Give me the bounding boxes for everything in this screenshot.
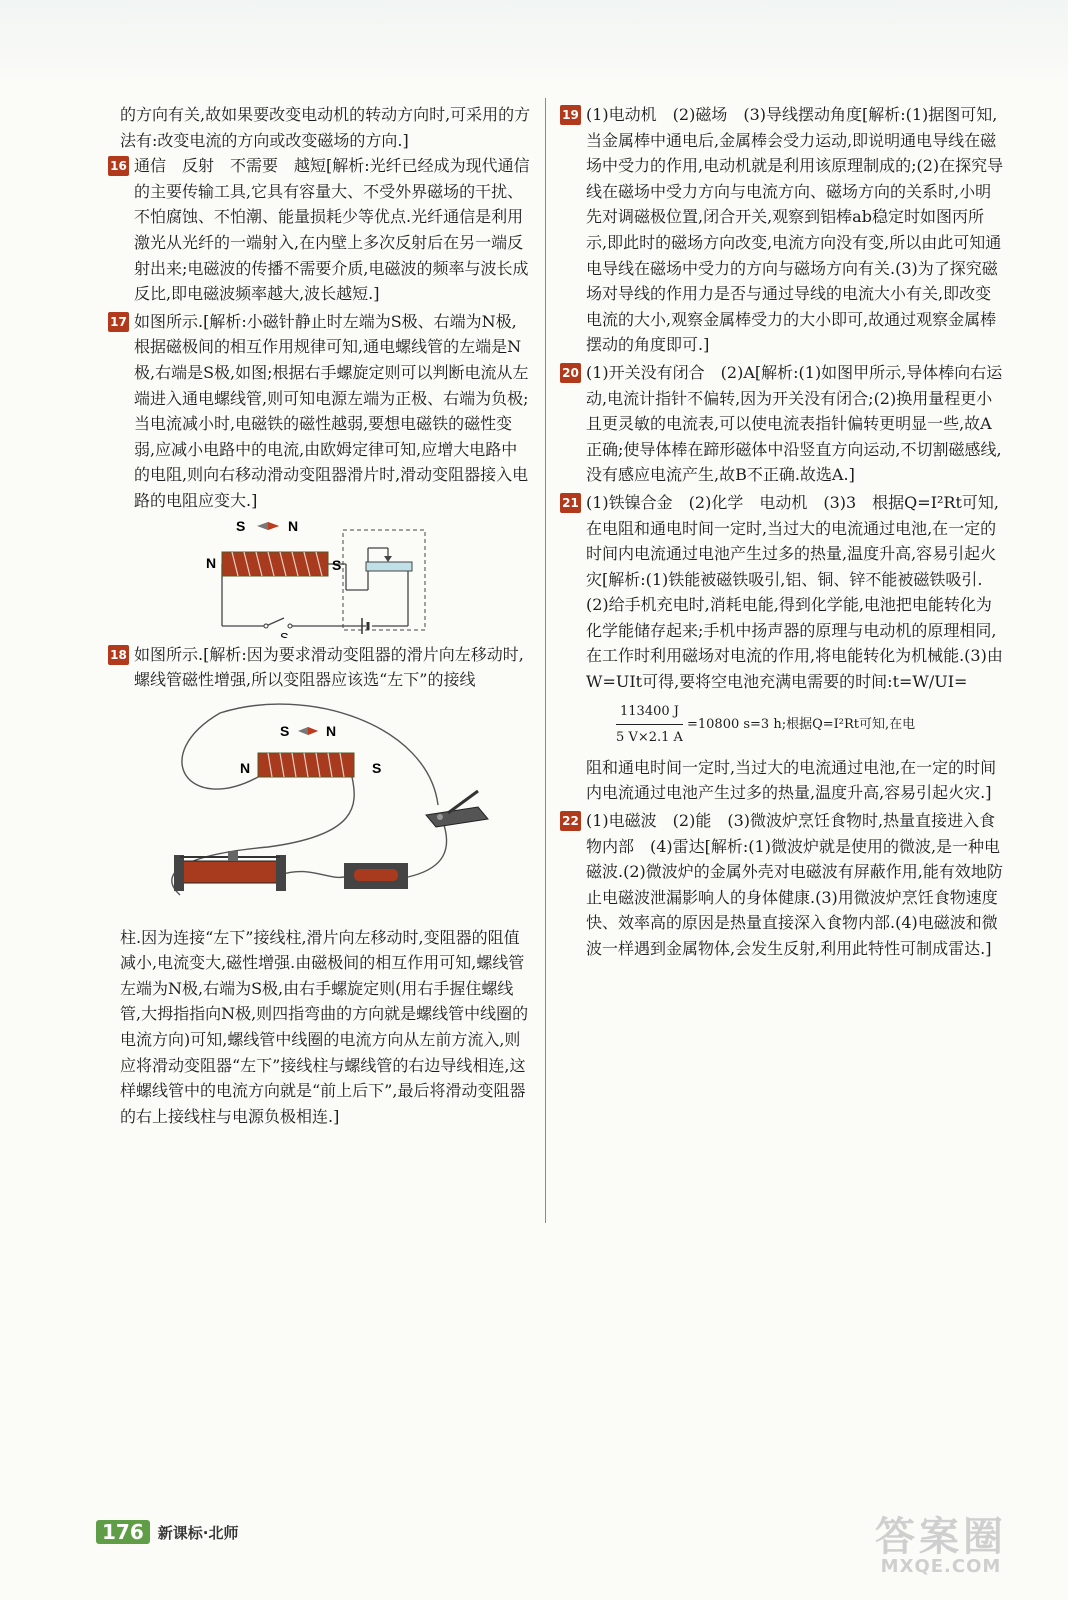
label-s-top: S xyxy=(280,722,290,739)
rheostat-icon xyxy=(174,851,286,891)
page-footer xyxy=(96,1520,238,1544)
circuit-figure-18 xyxy=(108,695,532,923)
question-number-badge: 18 xyxy=(108,645,129,665)
fraction-denominator: 5 V×2.1 A xyxy=(616,730,683,746)
question-number-badge: 22 xyxy=(560,811,581,831)
circuit-diagram xyxy=(108,518,532,638)
fraction-numerator: 113400 J xyxy=(616,699,683,726)
switch-icon xyxy=(426,791,488,827)
question-19 xyxy=(560,102,1005,358)
watermark-url: MXQE.COM xyxy=(880,1556,1002,1577)
question-number-badge: 16 xyxy=(108,156,129,176)
label-s-right: S xyxy=(332,556,342,573)
label-n-top: N xyxy=(288,517,299,534)
question-number-badge: 20 xyxy=(560,363,581,383)
question-20 xyxy=(560,360,1005,488)
label-n-left: N xyxy=(206,554,217,571)
continued-answer: 的方向有关,故如果要改变电动机的转动方向时,可采用的方法有:改变电流的方向或改变磁场的方向.] xyxy=(120,105,531,150)
answer-text: 如图所示.[解析:小磁针静止时左端为S极、右端为N极,根据磁极间的相互作用规律可知,通电螺线管的左端是N极,右端是S极,如图;根据右手螺旋定则可以判断电流从左端进入通电螺线管,则可知电源左端为正极、右端为负极;当电流减小时,电磁铁的磁性越弱,要想电磁铁的磁性变弱,应减小电路中的电流,由欧姆定律可知,应增大电路中的电阻,则向右移动滑动变阻器滑片时,滑动变阻器接入电路的电阻应变大.] xyxy=(134,311,529,510)
question-number-badge: 21 xyxy=(560,493,581,513)
label-s-right: S xyxy=(372,759,382,776)
page-number: 176 xyxy=(96,1520,150,1544)
fraction xyxy=(616,699,683,751)
answer-text: (1)电磁波 (2)能 (3)微波炉烹饪食物时,热量直接进入食物内部 (4)雷达[解析:(1)微波炉就是使用的微波,是一种电磁波.(2)微波炉的金属外壳对电磁波有屏蔽作用,能有效地防止电磁波泄漏影响人的身体健康.(3)用微波炉烹饪食物速度快、效率高的原因是热量直接深入食物内部.(4)电磁波和微波一样遇到金属物体,会发生反射,利用此特性可制成雷达.] xyxy=(586,811,1003,958)
question-21 xyxy=(560,490,1005,806)
label-switch: S xyxy=(280,629,289,638)
formula-result: =10800 s=3 h;根据Q=I²Rt可知,在电 xyxy=(686,716,916,732)
book-title: 新课标·北师 xyxy=(157,1523,239,1542)
answer-18-continued: 柱.因为连接“左下”接线柱,滑片向左移动时,变阻器的阻值减小,电流变大,磁性增强.由磁极间的相互作用可知,螺线管左端为N极,右端为S极,由右手螺旋定则(用右手握住螺线管,大拇指指向N极,则四指弯曲的方向就是螺线管中线圈的电流方向)可知,螺线管中线圈的电流方向从左前方流入,则应将滑动变阻器“左下”接线柱与螺线管的右边导线相连,这样螺线管中的电流方向就是“前上后下”,最后将滑动变阻器的右上接线柱与电源负极相连.] xyxy=(120,927,529,1126)
battery-icon xyxy=(344,863,408,889)
watermark-logo: 答案圈 xyxy=(875,1514,1007,1560)
right-column xyxy=(560,102,1005,964)
apparatus-diagram xyxy=(108,695,532,923)
answer-text: (1)开关没有闭合 (2)A[解析:(1)如图甲所示,导体棒向右运动,电流计指针不偏转,因为开关没有闭合;(2)换用量程更小且更灵敏的电流表,可以使电流表指针偏转更明显一些,故A正确;使导体棒在蹄形磁体中沿竖直方向运动,不切割磁感线,没有感应电流产生,故B不正确.故选A.] xyxy=(586,362,1003,485)
answer-text: 如图所示.[解析:因为要求滑动变阻器的滑片向左移动时,螺线管磁性增强,所以变阻器应该选“左下”的接线 xyxy=(134,644,524,690)
question-17 xyxy=(108,309,532,514)
label-n-top: N xyxy=(326,722,337,739)
left-column xyxy=(108,102,532,1129)
label-n-left: N xyxy=(240,759,251,776)
time-formula xyxy=(616,699,1005,751)
page-top-band xyxy=(0,0,1068,80)
watermark xyxy=(875,1505,1007,1577)
question-16 xyxy=(108,153,532,307)
question-18 xyxy=(108,642,532,693)
question-22 xyxy=(560,808,1005,962)
answer-text: (1)电动机 (2)磁场 (3)导线摆动角度[解析:(1)据图可知,当金属棒中通电后,金属棒会受力运动,即说明通电导线在磁场中受力的作用,电动机就是利用该原理制成的;(2)在探究导线在磁场中受力方向与电流方向、磁场方向的关系时,小明先对调磁极位置,闭合开关,观察到铝棒ab稳定时如图丙所示,即此时的磁场方向改变,电流方向没有变,所以由此可知通电导线在磁场中受力的方向与磁场方向有关.(3)为了探究磁场对导线的作用力是否与通过导线的电流大小有关,即改变电流的大小,观察金属棒受力的大小即可,故通过观察金属棒摆动的角度即可.] xyxy=(586,105,1004,355)
circuit-figure-17 xyxy=(108,518,532,638)
answer-text-continued: 阻和通电时间一定时,当过大的电流通过电池,在一定的时间内电流通过电池产生过多的热量,温度升高,容易引起火灾.] xyxy=(586,757,997,803)
question-number-badge: 19 xyxy=(560,105,581,125)
answer-text: 通信 反射 不需要 越短[解析:光纤已经成为现代通信的主要传输工具,它具有容量大、不受外界磁场的干扰、不怕腐蚀、不怕潮、能量损耗少等优点.光纤通信是利用激光从光纤的一端射入,在内壁上多次反射后在另一端反射出来;电磁波的传播不需要介质,电磁波的频率与波长成反比,即电磁波频率越大,波长越短.] xyxy=(134,156,530,304)
column-divider xyxy=(545,98,546,1223)
answer-text: (1)铁镍合金 (2)化学 电动机 (3)3 根据Q=I²Rt可知,在电阻和通电时间一定时,当过大的电流通过电池,在一定的时间内电流通过电池产生过多的热量,温度升高,容易引起火灾[解析:(1)铁能被磁铁吸引,铝、铜、锌不能被磁铁吸引.(2)给手机充电时,消耗电能,得到化学能,电池把电能转化为化学能储存起来;手机中扬声器的原理与电动机的原理相同,在工作时利用磁场对电流的作用,将电能转化为机械能.(3)由W=UIt可得,要将空电池充满电需要的时间:t=W/UI= xyxy=(586,492,1003,692)
question-number-badge: 17 xyxy=(108,312,129,332)
label-s-top: S xyxy=(236,517,246,534)
